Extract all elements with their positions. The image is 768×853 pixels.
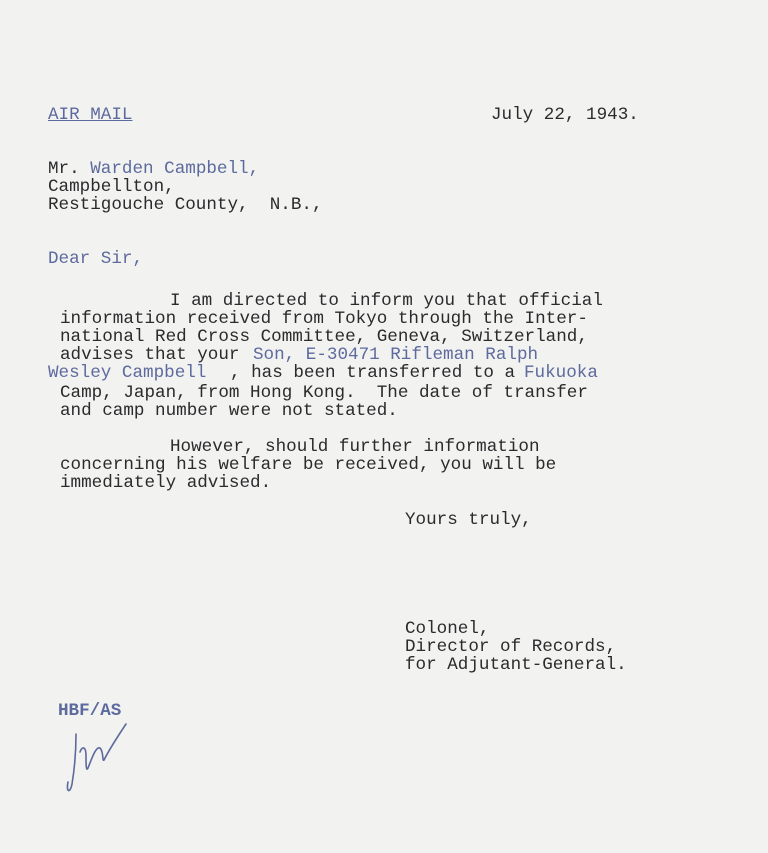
handwritten-initials (62, 722, 132, 802)
inserted-camp-name: Fukuoka (524, 363, 598, 383)
recipient-name: Warden Campbell, (90, 159, 260, 179)
body-line: I am directed to inform you that official (170, 291, 603, 311)
body-line: information received from Tokyo through the Inter- (60, 309, 588, 329)
closing: Yours truly, (405, 510, 532, 530)
address-line-2: Campbellton, (48, 177, 175, 197)
address-line-3: Restigouche County, N.B., (48, 195, 323, 215)
body-line: and camp number were not stated. (60, 401, 398, 421)
air-mail-label: AIR MAIL (48, 105, 133, 125)
signature-on-behalf: for Adjutant-General. (405, 655, 627, 675)
signature-rank: Colonel, (405, 619, 490, 639)
body-line: concerning his welfare be received, you will be (60, 455, 557, 475)
body-line: Camp, Japan, from Hong Kong. The date of transfer (60, 383, 588, 403)
address-prefix: Mr. (48, 159, 91, 179)
body-line: advises that your (60, 345, 240, 365)
body-line: However, should further information (170, 437, 540, 457)
signature-title: Director of Records, (405, 637, 617, 657)
inserted-soldier-name: Son, E-30471 Rifleman Ralph (253, 345, 539, 365)
reference-initials: HBF/AS (58, 701, 122, 721)
body-line: immediately advised. (60, 473, 272, 493)
letter-date: July 22, 1943. (491, 105, 639, 125)
address-line-1 (48, 160, 259, 178)
body-line: national Red Cross Committee, Geneva, Switzerland, (60, 327, 588, 347)
body-line: , has been transferred to a (230, 363, 516, 383)
salutation: Dear Sir, (48, 249, 144, 269)
inserted-soldier-name-cont: Wesley Campbell (48, 363, 207, 383)
